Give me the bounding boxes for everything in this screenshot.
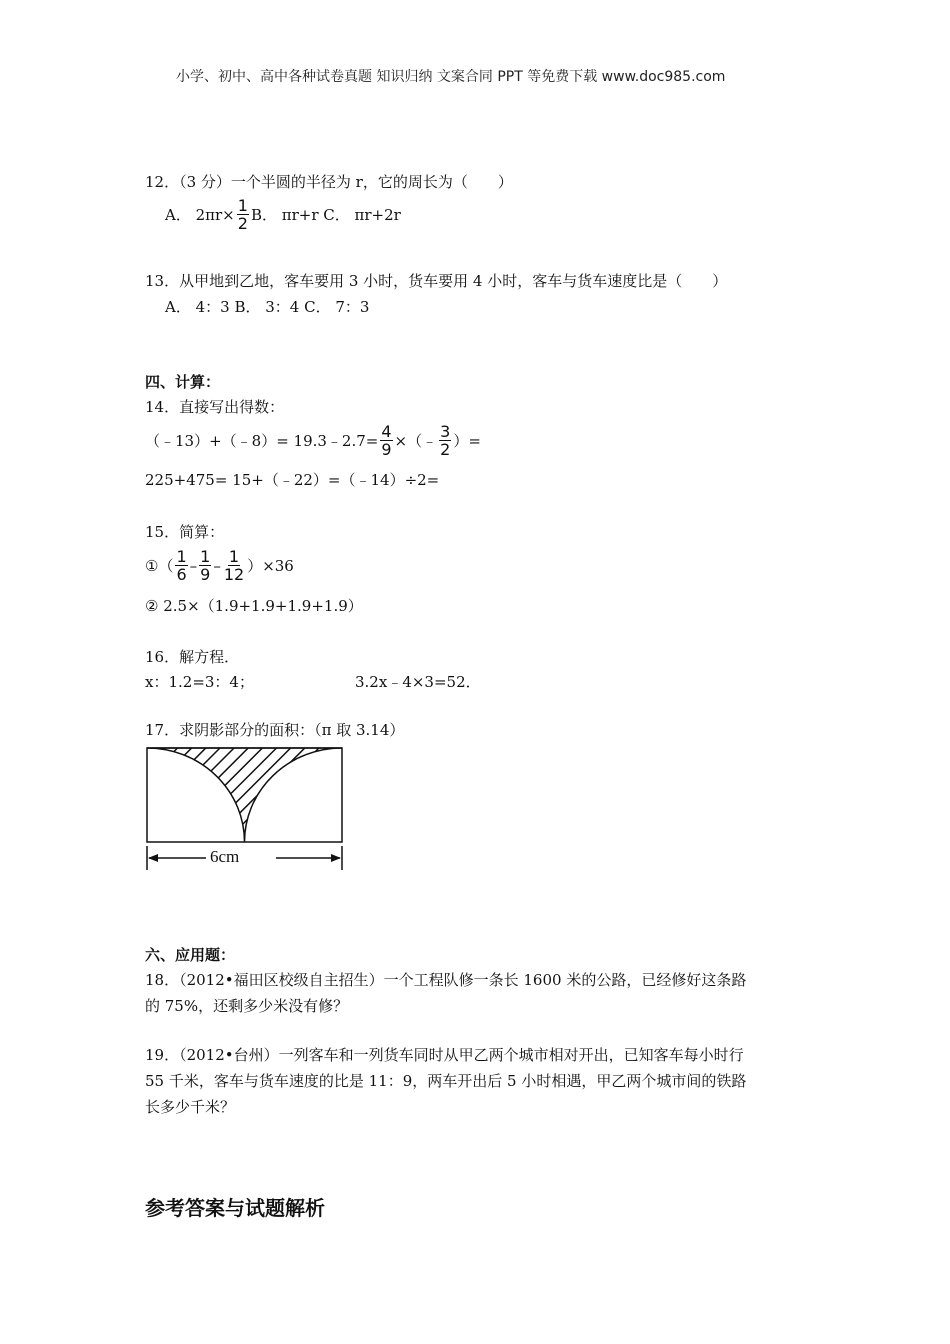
- q14-line2: 225+475= 15+（﹣22）=（﹣14）÷2=: [145, 471, 440, 489]
- q12-options: [165, 197, 401, 232]
- figure-dimension-label: 6cm: [210, 847, 240, 866]
- q19-line3: 长多少千米？: [145, 1098, 236, 1116]
- q14-fraction-1: [380, 423, 392, 458]
- q15-item1-open: ①（: [145, 556, 174, 575]
- q14-f1-num: 4: [381, 422, 392, 441]
- q12-frac-den: 2: [237, 214, 248, 233]
- q14-stem: 14．直接写出得数：: [145, 398, 285, 416]
- arrow-left-icon: [148, 854, 158, 862]
- q12-fraction: [237, 197, 249, 232]
- q19-line1: 19．（2012•台州）一列客车和一列货车同时从甲乙两个城市相对开出，已知客车每小时行: [145, 1046, 744, 1064]
- q15-item1-close: ）×36: [247, 556, 294, 575]
- q14-f1-den: 9: [381, 440, 392, 459]
- q12-option-a: A． 2πr×: [165, 205, 235, 224]
- q14-f2-num: 3: [440, 422, 451, 441]
- q14-line1-c: ）=: [453, 431, 481, 450]
- q17-shaded-area-figure: [140, 742, 355, 877]
- q15-stem: 15．简算：: [145, 523, 225, 541]
- q15-fraction-2: [199, 548, 211, 583]
- q15-f3-den: 12: [223, 565, 245, 584]
- q16-stem: 16．解方程．: [145, 648, 240, 666]
- q15-f3-num: 1: [228, 547, 240, 566]
- q15-fraction-3: [223, 548, 245, 583]
- q15-item2: ② 2.5×（1.9+1.9+1.9+1.9）: [145, 597, 363, 615]
- q15-f1-num: 1: [176, 547, 187, 566]
- q18-line2: 的 75%，还剩多少米没有修？: [145, 997, 349, 1015]
- q17-stem: 17．求阴影部分的面积：（π 取 3.14）: [145, 721, 405, 739]
- q15-f2-den: 9: [200, 565, 211, 584]
- q14-fraction-2: [439, 423, 451, 458]
- q14-line1-a: （﹣13）+（﹣8）= 19.3﹣2.7=: [145, 431, 379, 450]
- arrow-right-icon: [331, 854, 341, 862]
- q14-line1: [145, 423, 481, 458]
- answer-section-title: 参考答案与试题解析: [145, 1196, 325, 1220]
- q14-line1-b: ×（﹣: [394, 431, 438, 450]
- q15-item1: [145, 548, 294, 583]
- q15-f1-den: 6: [176, 565, 187, 584]
- q12-stem: 12．（3 分）一个半圆的半径为 r，它的周长为（ ）: [145, 173, 513, 191]
- q15-f2-num: 1: [200, 547, 211, 566]
- q14-f2-den: 2: [440, 440, 451, 459]
- q16-equation-1: x：1.2=3：4；: [145, 673, 254, 691]
- q13-stem: 13．从甲地到乙地，客车要用 3 小时，货车要用 4 小时，客车与货车速度比是（ ）: [145, 272, 728, 290]
- q12-option-rest: B． πr+r C． πr+2r: [250, 205, 401, 224]
- q15-minus-1: –: [189, 556, 198, 575]
- q15-minus-2: –: [213, 556, 221, 575]
- q13-options: A． 4：3 B． 3：4 C． 7：3: [165, 298, 370, 316]
- q18-line1: 18．（2012•福田区校级自主招生）一个工程队修一条长 1600 米的公路，已经修好这条路: [145, 971, 747, 989]
- section-4-heading: 四、计算：: [145, 373, 221, 391]
- q12-frac-num: 1: [237, 196, 248, 215]
- q16-equation-2: 3.2x﹣4×3=52．: [355, 673, 481, 691]
- q15-fraction-1: [175, 548, 187, 583]
- shaded-region: [147, 748, 342, 842]
- q19-line2: 55 千米，客车与货车速度的比是 11：9，两车开出后 5 小时相遇，甲乙两个城市间的铁路: [145, 1072, 747, 1090]
- page-header: 小学、初中、高中各种试卷真题 知识归纳 文案合同 PPT 等免费下载 www.doc985.com: [176, 69, 726, 85]
- section-6-heading: 六、应用题：: [145, 946, 236, 964]
